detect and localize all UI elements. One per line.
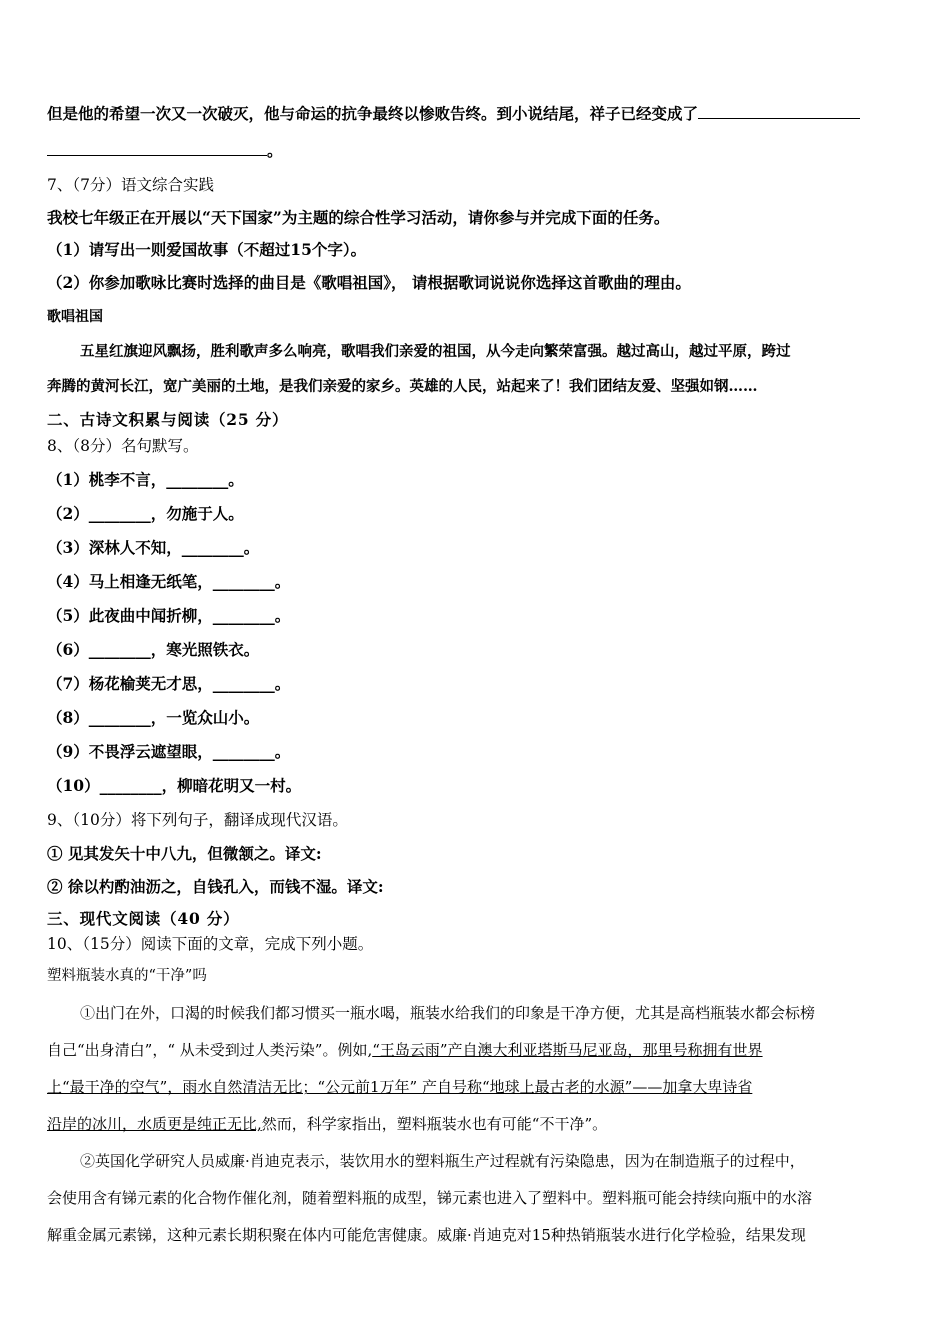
article-p2-line-3: 解重金属元素锑，这种元素长期积聚在体内可能危害健康。威廉·肖迪克对15种热销瓶装水进行化学检验，结果发现	[47, 1226, 806, 1244]
article-p2-line-1: ②英国化学研究人员威廉·肖迪克表示，装饮用水的塑料瓶生产过程就有污染隐患，因为在制造瓶子的过程中，	[80, 1152, 805, 1170]
underlined-text: 沿岸的冰川，水质更是纯正无比,	[47, 1115, 262, 1133]
intro-line	[47, 104, 860, 124]
q8-title: 8、（8分）名句默写。	[47, 437, 199, 455]
article-p2-line-2: 会使用含有锑元素的化合物作催化剂，随着塑料瓶的成型，锑元素也进入了塑料中。塑料瓶可能会持续向瓶中的水溶	[47, 1189, 813, 1207]
q8-item: （8）________，一览众山小。	[47, 708, 260, 727]
q8-item: （1）桃李不言，________。	[47, 470, 244, 489]
article-p1-line-2	[47, 1040, 763, 1060]
answer-blank[interactable]	[47, 141, 267, 156]
lyrics-line-1: 五星红旗迎风飘扬，胜利歌声多么响亮，歌唱我们亲爱的祖国，从今走向繁荣富强。越过高山，越过平原，跨过	[80, 343, 791, 360]
article-p1-line-4	[47, 1114, 607, 1134]
article-title: 塑料瓶装水真的“干净”吗	[47, 968, 207, 984]
q7-title: 7、（7分）语文综合实践	[47, 176, 214, 194]
section-3-heading: 三、现代文阅读（40 分）	[47, 909, 240, 928]
intro-line-2	[47, 141, 283, 161]
song-title: 歌唱祖国	[47, 309, 103, 325]
article-p1-line-1: ①出门在外，口渴的时候我们都习惯买一瓶水喝，瓶装水给我们的印象是干净方便，尤其是高档瓶装水都会标榜	[80, 1004, 816, 1022]
q8-item: （2）________，勿施于人。	[47, 504, 244, 523]
q9-title: 9、（10分）将下列句子，翻译成现代汉语。	[47, 811, 348, 829]
answer-blank[interactable]	[698, 104, 860, 119]
q8-item: （9）不畏浮云遮望眼，________。	[47, 742, 291, 761]
q10-title: 10、（15分）阅读下面的文章，完成下列小题。	[47, 935, 374, 953]
article-text: 然而，科学家指出，塑料瓶装水也有可能“不干净”。	[261, 1115, 608, 1133]
q7-intro: 我校七年级正在开展以“天下国家”为主题的综合性学习活动，请你参与并完成下面的任务。	[47, 208, 670, 227]
article-text: 自己“出身清白”，“ 从未受到过人类污染”。例如,	[47, 1041, 373, 1059]
q8-item: （7）杨花榆荚无才思，________。	[47, 674, 291, 693]
q9-sentence-1: ① 见其发矢十中八九，但微颔之。译文:	[47, 844, 322, 863]
lyrics-line-2: 奔腾的黄河长江，宽广美丽的土地，是我们亲爱的家乡。英雄的人民，站起来了！我们团结友爱、坚强如钢……	[47, 378, 758, 395]
intro-text: 但是他的希望一次又一次破灭，他与命运的抗争最终以惨败告终。到小说结尾，祥子已经变成了	[47, 104, 699, 123]
article-p1-line-3: 上“最干净的空气”，雨水自然清洁无比；“公元前1万年” 产自号称“地球上最古老的水源”——加拿大卑诗省	[47, 1078, 753, 1096]
underlined-text: “王岛云雨”产自澳大利亚塔斯马尼亚岛，那里号称拥有世界	[372, 1041, 763, 1059]
q8-item: （3）深林人不知，________。	[47, 538, 260, 557]
q7-sub1: （1）请写出一则爱国故事（不超过15个字）。	[47, 240, 367, 259]
q8-item: （10）________，柳暗花明又一村。	[47, 776, 302, 795]
intro-end: 。	[267, 141, 283, 160]
section-2-heading: 二、古诗文积累与阅读（25 分）	[47, 410, 289, 429]
q7-sub2: （2）你参加歌咏比赛时选择的曲目是《歌唱祖国》， 请根据歌词说说你选择这首歌曲的理由。	[47, 273, 691, 292]
q8-item: （5）此夜曲中闻折柳，________。	[47, 606, 291, 625]
q8-item: （6）________，寒光照铁衣。	[47, 640, 260, 659]
q9-sentence-2: ② 徐以杓酌油沥之，自钱孔入，而钱不湿。译文:	[47, 877, 384, 896]
q8-item: （4）马上相逢无纸笔，________。	[47, 572, 291, 591]
